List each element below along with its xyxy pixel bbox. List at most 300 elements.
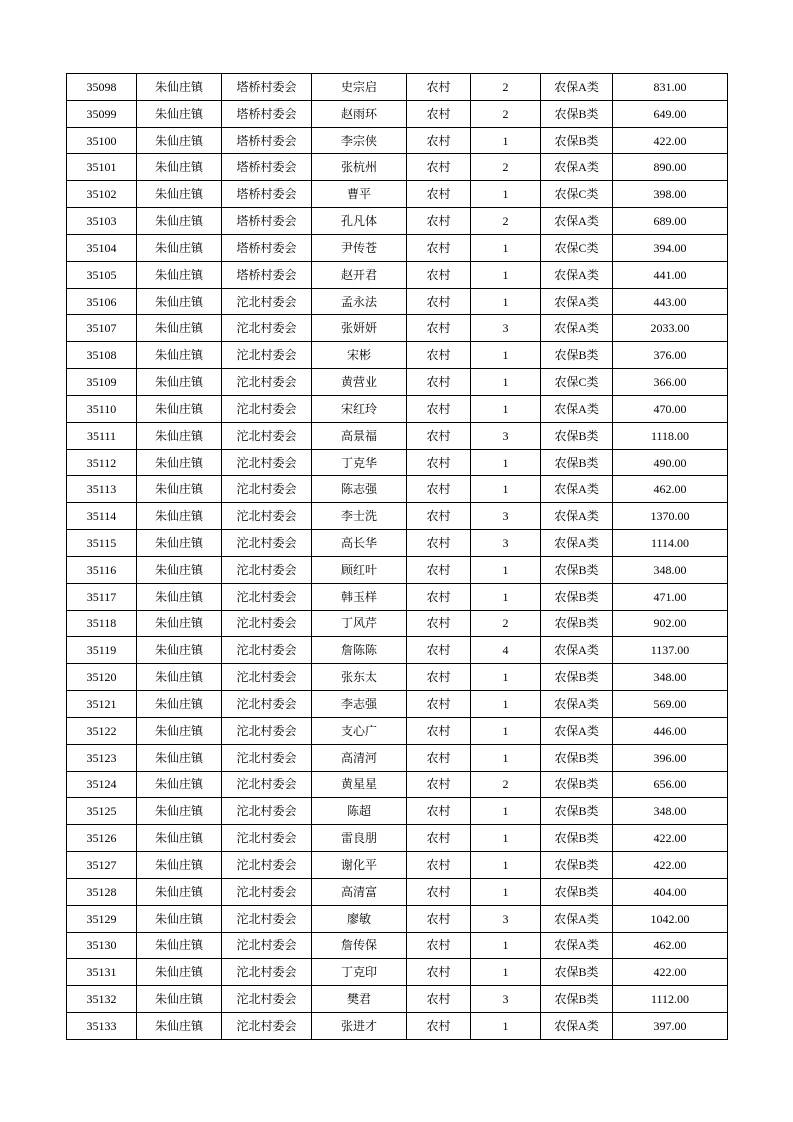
table-cell-town: 朱仙庄镇 (137, 959, 222, 986)
table-cell-village: 沱北村委会 (222, 315, 312, 342)
table-cell-category: 农保B类 (541, 449, 613, 476)
table-row (67, 503, 728, 530)
table-cell-category: 农保B类 (541, 878, 613, 905)
table-cell-count: 1 (471, 181, 541, 208)
table-cell-count: 1 (471, 288, 541, 315)
table-cell-count: 2 (471, 208, 541, 235)
table-cell-town: 朱仙庄镇 (137, 127, 222, 154)
table-cell-village: 沱北村委会 (222, 288, 312, 315)
table-cell-amount: 396.00 (613, 744, 728, 771)
table-cell-amount: 470.00 (613, 395, 728, 422)
table-cell-serial: 35109 (67, 369, 137, 396)
table-cell-category: 农保B类 (541, 342, 613, 369)
table-cell-village: 沱北村委会 (222, 449, 312, 476)
table-cell-amount: 656.00 (613, 771, 728, 798)
table-cell-village: 沱北村委会 (222, 1012, 312, 1039)
table-row (67, 395, 728, 422)
table-cell-count: 1 (471, 959, 541, 986)
table-cell-category: 农保A类 (541, 315, 613, 342)
table-cell-name: 曹平 (312, 181, 407, 208)
table-row (67, 932, 728, 959)
table-cell-residence: 农村 (407, 771, 471, 798)
table-cell-village: 塔桥村委会 (222, 208, 312, 235)
table-body (67, 74, 728, 1040)
table-cell-village: 沱北村委会 (222, 691, 312, 718)
table-cell-residence: 农村 (407, 986, 471, 1013)
table-row (67, 261, 728, 288)
table-cell-serial: 35126 (67, 825, 137, 852)
table-cell-residence: 农村 (407, 717, 471, 744)
table-cell-count: 1 (471, 395, 541, 422)
table-cell-town: 朱仙庄镇 (137, 744, 222, 771)
table-cell-village: 沱北村委会 (222, 905, 312, 932)
table-cell-count: 1 (471, 583, 541, 610)
table-cell-count: 1 (471, 932, 541, 959)
table-cell-count: 2 (471, 154, 541, 181)
table-cell-village: 沱北村委会 (222, 637, 312, 664)
table-cell-amount: 2033.00 (613, 315, 728, 342)
table-cell-count: 3 (471, 422, 541, 449)
table-cell-residence: 农村 (407, 798, 471, 825)
table-cell-name: 史宗启 (312, 74, 407, 101)
table-cell-name: 高清河 (312, 744, 407, 771)
table-cell-town: 朱仙庄镇 (137, 717, 222, 744)
table-cell-residence: 农村 (407, 234, 471, 261)
table-cell-serial: 35110 (67, 395, 137, 422)
table-cell-serial: 35112 (67, 449, 137, 476)
table-cell-serial: 35105 (67, 261, 137, 288)
table-cell-town: 朱仙庄镇 (137, 422, 222, 449)
table-cell-village: 沱北村委会 (222, 932, 312, 959)
table-cell-amount: 366.00 (613, 369, 728, 396)
table-cell-village: 塔桥村委会 (222, 154, 312, 181)
table-cell-amount: 890.00 (613, 154, 728, 181)
table-cell-amount: 422.00 (613, 127, 728, 154)
table-cell-amount: 1112.00 (613, 986, 728, 1013)
table-cell-category: 农保B类 (541, 556, 613, 583)
table-cell-name: 丁克印 (312, 959, 407, 986)
table-cell-village: 沱北村委会 (222, 530, 312, 557)
table-cell-village: 塔桥村委会 (222, 181, 312, 208)
table-cell-amount: 1114.00 (613, 530, 728, 557)
table-cell-serial: 35123 (67, 744, 137, 771)
table-cell-count: 1 (471, 556, 541, 583)
table-cell-category: 农保B类 (541, 986, 613, 1013)
table-cell-category: 农保B类 (541, 959, 613, 986)
table-cell-amount: 348.00 (613, 556, 728, 583)
table-cell-count: 1 (471, 127, 541, 154)
table-cell-residence: 农村 (407, 664, 471, 691)
table-cell-category: 农保B类 (541, 744, 613, 771)
table-row (67, 905, 728, 932)
table-cell-category: 农保C类 (541, 181, 613, 208)
table-cell-town: 朱仙庄镇 (137, 637, 222, 664)
table-cell-town: 朱仙庄镇 (137, 395, 222, 422)
table-row (67, 315, 728, 342)
table-cell-residence: 农村 (407, 181, 471, 208)
table-cell-village: 沱北村委会 (222, 664, 312, 691)
table-cell-name: 张东太 (312, 664, 407, 691)
table-cell-residence: 农村 (407, 154, 471, 181)
table-cell-village: 沱北村委会 (222, 878, 312, 905)
table-cell-residence: 农村 (407, 342, 471, 369)
table-cell-count: 1 (471, 342, 541, 369)
table-cell-serial: 35128 (67, 878, 137, 905)
table-cell-town: 朱仙庄镇 (137, 449, 222, 476)
table-cell-category: 农保A类 (541, 691, 613, 718)
table-cell-amount: 443.00 (613, 288, 728, 315)
table-cell-village: 沱北村委会 (222, 476, 312, 503)
table-cell-category: 农保B类 (541, 771, 613, 798)
table-row (67, 610, 728, 637)
table-cell-amount: 422.00 (613, 959, 728, 986)
table-cell-count: 2 (471, 74, 541, 101)
table-cell-town: 朱仙庄镇 (137, 852, 222, 879)
table-cell-village: 沱北村委会 (222, 342, 312, 369)
table-cell-village: 沱北村委会 (222, 744, 312, 771)
table-cell-amount: 1370.00 (613, 503, 728, 530)
table-row (67, 476, 728, 503)
table-cell-amount: 348.00 (613, 664, 728, 691)
table-cell-count: 3 (471, 315, 541, 342)
data-table (66, 73, 728, 1040)
table-cell-serial: 35100 (67, 127, 137, 154)
table-row (67, 878, 728, 905)
table-cell-name: 詹陈陈 (312, 637, 407, 664)
table-cell-name: 孔凡体 (312, 208, 407, 235)
table-cell-count: 3 (471, 905, 541, 932)
table-cell-town: 朱仙庄镇 (137, 234, 222, 261)
table-cell-category: 农保C类 (541, 369, 613, 396)
table-cell-town: 朱仙庄镇 (137, 261, 222, 288)
table-cell-village: 沱北村委会 (222, 583, 312, 610)
table-cell-name: 陈志强 (312, 476, 407, 503)
table-cell-name: 张进才 (312, 1012, 407, 1039)
table-cell-category: 农保B类 (541, 127, 613, 154)
table-cell-name: 张杭州 (312, 154, 407, 181)
table-row (67, 691, 728, 718)
table-row (67, 825, 728, 852)
table-row (67, 664, 728, 691)
table-cell-town: 朱仙庄镇 (137, 664, 222, 691)
table-cell-residence: 农村 (407, 288, 471, 315)
table-cell-residence: 农村 (407, 825, 471, 852)
table-cell-category: 农保A类 (541, 932, 613, 959)
table-row (67, 637, 728, 664)
table-cell-count: 1 (471, 878, 541, 905)
table-cell-amount: 462.00 (613, 932, 728, 959)
table-cell-amount: 689.00 (613, 208, 728, 235)
table-cell-name: 李志强 (312, 691, 407, 718)
table-cell-village: 塔桥村委会 (222, 100, 312, 127)
table-cell-serial: 35133 (67, 1012, 137, 1039)
table-cell-category: 农保B类 (541, 664, 613, 691)
table-cell-town: 朱仙庄镇 (137, 369, 222, 396)
table-cell-serial: 35120 (67, 664, 137, 691)
table-cell-town: 朱仙庄镇 (137, 798, 222, 825)
table-cell-category: 农保A类 (541, 288, 613, 315)
table-cell-residence: 农村 (407, 691, 471, 718)
table-row (67, 959, 728, 986)
table-cell-residence: 农村 (407, 100, 471, 127)
table-cell-serial: 35108 (67, 342, 137, 369)
table-cell-village: 沱北村委会 (222, 503, 312, 530)
table-cell-village: 沱北村委会 (222, 986, 312, 1013)
table-cell-serial: 35121 (67, 691, 137, 718)
table-cell-amount: 1042.00 (613, 905, 728, 932)
table-cell-town: 朱仙庄镇 (137, 771, 222, 798)
table-cell-amount: 397.00 (613, 1012, 728, 1039)
table-cell-count: 1 (471, 798, 541, 825)
table-cell-amount: 441.00 (613, 261, 728, 288)
table-cell-count: 1 (471, 664, 541, 691)
table-cell-village: 沱北村委会 (222, 717, 312, 744)
table-cell-serial: 35106 (67, 288, 137, 315)
table-cell-serial: 35122 (67, 717, 137, 744)
table-row (67, 154, 728, 181)
table-cell-count: 1 (471, 369, 541, 396)
table-cell-count: 1 (471, 234, 541, 261)
table-cell-serial: 35130 (67, 932, 137, 959)
table-cell-residence: 农村 (407, 610, 471, 637)
table-cell-name: 孟永法 (312, 288, 407, 315)
table-cell-serial: 35116 (67, 556, 137, 583)
table-cell-name: 支心广 (312, 717, 407, 744)
table-cell-town: 朱仙庄镇 (137, 342, 222, 369)
table-cell-amount: 1137.00 (613, 637, 728, 664)
table-cell-town: 朱仙庄镇 (137, 986, 222, 1013)
table-cell-town: 朱仙庄镇 (137, 315, 222, 342)
table-row (67, 181, 728, 208)
table-cell-amount: 422.00 (613, 852, 728, 879)
table-cell-residence: 农村 (407, 905, 471, 932)
table-cell-amount: 348.00 (613, 798, 728, 825)
table-row (67, 342, 728, 369)
table-cell-amount: 831.00 (613, 74, 728, 101)
table-cell-serial: 35117 (67, 583, 137, 610)
table-cell-town: 朱仙庄镇 (137, 1012, 222, 1039)
table-cell-amount: 471.00 (613, 583, 728, 610)
table-cell-town: 朱仙庄镇 (137, 932, 222, 959)
table-cell-residence: 农村 (407, 1012, 471, 1039)
table-cell-serial: 35104 (67, 234, 137, 261)
table-cell-village: 塔桥村委会 (222, 234, 312, 261)
table-cell-town: 朱仙庄镇 (137, 825, 222, 852)
table-cell-village: 沱北村委会 (222, 798, 312, 825)
table-cell-residence: 农村 (407, 315, 471, 342)
table-cell-town: 朱仙庄镇 (137, 583, 222, 610)
table-cell-serial: 35102 (67, 181, 137, 208)
table-cell-count: 1 (471, 261, 541, 288)
table-cell-residence: 农村 (407, 127, 471, 154)
table-cell-name: 谢化平 (312, 852, 407, 879)
table-cell-village: 塔桥村委会 (222, 127, 312, 154)
table-cell-name: 丁克华 (312, 449, 407, 476)
table-cell-serial: 35113 (67, 476, 137, 503)
table-cell-serial: 35115 (67, 530, 137, 557)
table-cell-name: 陈超 (312, 798, 407, 825)
table-row (67, 583, 728, 610)
table-cell-amount: 569.00 (613, 691, 728, 718)
table-cell-village: 沱北村委会 (222, 556, 312, 583)
table-cell-village: 塔桥村委会 (222, 74, 312, 101)
table-row (67, 369, 728, 396)
table-cell-category: 农保A类 (541, 154, 613, 181)
table-cell-serial: 35111 (67, 422, 137, 449)
table-cell-town: 朱仙庄镇 (137, 100, 222, 127)
table-cell-category: 农保B类 (541, 422, 613, 449)
table-cell-category: 农保C类 (541, 234, 613, 261)
table-cell-count: 1 (471, 717, 541, 744)
table-row (67, 100, 728, 127)
table-cell-name: 高清富 (312, 878, 407, 905)
table-cell-category: 农保A类 (541, 530, 613, 557)
table-cell-name: 张妍妍 (312, 315, 407, 342)
table-cell-name: 顾红叶 (312, 556, 407, 583)
table-cell-name: 宋红玲 (312, 395, 407, 422)
table-cell-category: 农保A类 (541, 395, 613, 422)
table-row (67, 744, 728, 771)
table-cell-count: 1 (471, 825, 541, 852)
table-cell-name: 黄星星 (312, 771, 407, 798)
table-cell-category: 农保A类 (541, 208, 613, 235)
table-cell-serial: 35103 (67, 208, 137, 235)
table-cell-amount: 398.00 (613, 181, 728, 208)
table-cell-residence: 农村 (407, 449, 471, 476)
table-row (67, 422, 728, 449)
table-cell-count: 3 (471, 986, 541, 1013)
table-row (67, 986, 728, 1013)
table-cell-name: 韩玉样 (312, 583, 407, 610)
table-cell-count: 3 (471, 530, 541, 557)
table-cell-town: 朱仙庄镇 (137, 530, 222, 557)
table-cell-category: 农保B类 (541, 583, 613, 610)
table-cell-name: 尹传苍 (312, 234, 407, 261)
table-cell-count: 4 (471, 637, 541, 664)
table-row (67, 288, 728, 315)
table-cell-residence: 农村 (407, 959, 471, 986)
table-cell-amount: 649.00 (613, 100, 728, 127)
table-cell-village: 沱北村委会 (222, 825, 312, 852)
table-row (67, 208, 728, 235)
table-cell-category: 农保A类 (541, 905, 613, 932)
table-cell-residence: 农村 (407, 369, 471, 396)
table-cell-residence: 农村 (407, 74, 471, 101)
table-row (67, 717, 728, 744)
table-cell-town: 朱仙庄镇 (137, 181, 222, 208)
table-cell-category: 农保A类 (541, 637, 613, 664)
table-cell-count: 2 (471, 771, 541, 798)
table-row (67, 449, 728, 476)
table-cell-count: 1 (471, 744, 541, 771)
table-cell-serial: 35114 (67, 503, 137, 530)
table-cell-amount: 462.00 (613, 476, 728, 503)
table-cell-village: 沱北村委会 (222, 369, 312, 396)
table-cell-town: 朱仙庄镇 (137, 556, 222, 583)
table-cell-amount: 1118.00 (613, 422, 728, 449)
table-cell-amount: 902.00 (613, 610, 728, 637)
table-cell-town: 朱仙庄镇 (137, 905, 222, 932)
table-cell-category: 农保A类 (541, 74, 613, 101)
table-cell-count: 1 (471, 691, 541, 718)
table-cell-serial: 35125 (67, 798, 137, 825)
table-cell-village: 沱北村委会 (222, 422, 312, 449)
table-cell-residence: 农村 (407, 530, 471, 557)
table-cell-count: 1 (471, 476, 541, 503)
table-cell-residence: 农村 (407, 932, 471, 959)
table-cell-name: 廖敏 (312, 905, 407, 932)
table-cell-village: 沱北村委会 (222, 395, 312, 422)
table-cell-serial: 35132 (67, 986, 137, 1013)
table-cell-name: 高景福 (312, 422, 407, 449)
table-cell-village: 沱北村委会 (222, 610, 312, 637)
table-cell-amount: 422.00 (613, 825, 728, 852)
table-cell-village: 沱北村委会 (222, 852, 312, 879)
table-row (67, 1012, 728, 1039)
table-cell-serial: 35129 (67, 905, 137, 932)
table-row (67, 530, 728, 557)
table-cell-name: 黄营业 (312, 369, 407, 396)
table-cell-count: 1 (471, 449, 541, 476)
table-cell-residence: 农村 (407, 744, 471, 771)
table-cell-name: 雷良朋 (312, 825, 407, 852)
table-cell-name: 詹传保 (312, 932, 407, 959)
table-cell-residence: 农村 (407, 476, 471, 503)
table-cell-residence: 农村 (407, 583, 471, 610)
table-row (67, 852, 728, 879)
table-cell-town: 朱仙庄镇 (137, 208, 222, 235)
table-cell-town: 朱仙庄镇 (137, 610, 222, 637)
table-cell-category: 农保B类 (541, 825, 613, 852)
table-cell-category: 农保A类 (541, 261, 613, 288)
table-cell-village: 塔桥村委会 (222, 261, 312, 288)
table-cell-residence: 农村 (407, 878, 471, 905)
table-cell-category: 农保B类 (541, 798, 613, 825)
table-row (67, 556, 728, 583)
table-cell-count: 3 (471, 503, 541, 530)
table-cell-serial: 35119 (67, 637, 137, 664)
table-cell-count: 1 (471, 852, 541, 879)
table-cell-name: 赵开君 (312, 261, 407, 288)
table-cell-serial: 35127 (67, 852, 137, 879)
table-cell-residence: 农村 (407, 503, 471, 530)
table-cell-residence: 农村 (407, 208, 471, 235)
table-cell-residence: 农村 (407, 422, 471, 449)
table-cell-serial: 35098 (67, 74, 137, 101)
table-cell-category: 农保A类 (541, 476, 613, 503)
table-cell-residence: 农村 (407, 637, 471, 664)
table-cell-name: 樊君 (312, 986, 407, 1013)
table-cell-name: 李士洗 (312, 503, 407, 530)
table-cell-count: 2 (471, 100, 541, 127)
table-cell-count: 1 (471, 1012, 541, 1039)
table-cell-name: 高长华 (312, 530, 407, 557)
table-cell-category: 农保A类 (541, 503, 613, 530)
table-cell-name: 赵雨环 (312, 100, 407, 127)
table-cell-town: 朱仙庄镇 (137, 503, 222, 530)
table-cell-amount: 490.00 (613, 449, 728, 476)
table-cell-serial: 35101 (67, 154, 137, 181)
table-cell-serial: 35118 (67, 610, 137, 637)
table-cell-count: 2 (471, 610, 541, 637)
table-cell-town: 朱仙庄镇 (137, 74, 222, 101)
table-cell-amount: 394.00 (613, 234, 728, 261)
table-cell-amount: 376.00 (613, 342, 728, 369)
table-cell-serial: 35124 (67, 771, 137, 798)
table-cell-residence: 农村 (407, 261, 471, 288)
table-row (67, 771, 728, 798)
table-cell-serial: 35107 (67, 315, 137, 342)
